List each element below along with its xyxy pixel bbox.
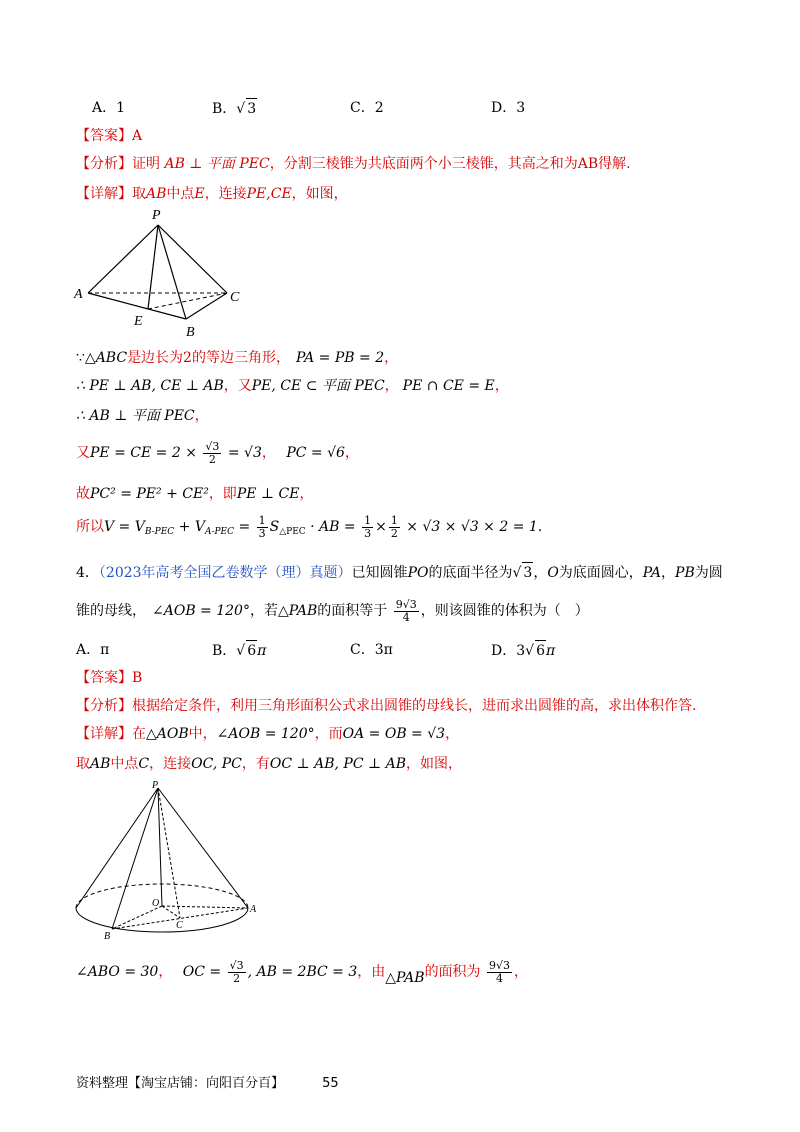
cone-figure: [68, 778, 268, 943]
q4-analysis: 【分析】根据给定条件，利用三角形面积公式求出圆锥的母线长，进而求出圆锥的高，求出体积作答.: [76, 698, 697, 714]
q3-line-2: ∴ PE ⊥ AB, CE ⊥ AB，又PE, CE ⊂ 平面 PEC， PE ∩ CE = E，: [76, 378, 509, 394]
q3-answer: 【答案】A: [76, 128, 143, 144]
cone-label-o: O: [152, 898, 160, 909]
q3-line-1: ∵△ABC是边长为2的等边三角形， PA = PB = 2，: [76, 350, 399, 366]
q4-detail: 【详解】在△AOB中，∠AOB = 120°，而OA = OB = √3，: [76, 726, 460, 742]
cone-label-c: C: [176, 920, 183, 931]
q3-option-d: D．3: [491, 100, 526, 116]
q4-line-2: 取AB中点C，连接OC, PC，有OC ⊥ AB, PC ⊥ AB，如图，: [76, 756, 463, 772]
pyramid-figure: [70, 205, 260, 340]
q4-answer: 【答案】B: [76, 670, 143, 686]
q4-option-b: B．√ 6π: [212, 640, 266, 661]
q4-line-3: ∠ABO = 30， OC = $\frac{√3}{2}$ , AB = 2BC = 3，由△PAB的面积为 $\frac{9√3}{4}$ ，: [76, 958, 529, 986]
q4-option-a: A．π: [76, 642, 110, 658]
q3-line-3: ∴ AB ⊥ 平面 PEC，: [76, 408, 209, 424]
q4-option-c: C．3π: [350, 642, 393, 658]
fig-label-c: C: [230, 290, 240, 305]
q3-line-5: 故PC² = PE² + CE²，即PE ⊥ CE，: [76, 486, 314, 502]
q3-option-c: C．2: [350, 100, 384, 116]
q4-option-d: D．3√ 6π: [491, 640, 555, 661]
footer: [76, 1072, 339, 1091]
q4-stem-1: 4．（2023年高考全国乙卷数学（理）真题）已知圆锥PO的底面半径为√ 3，O为底面圆心，PA，PB为圆: [76, 562, 723, 583]
cone-label-b: B: [104, 931, 111, 942]
q3-option-a: A．1: [92, 100, 126, 116]
cone-label-p: P: [152, 780, 159, 791]
q3-line-6: 所以$V = V_{B-PEC} + V_{A-PEC}$ = $\frac{1}{3}$ $S_{\triangle PEC}$ · AB = $\frac{1}{3}$ × $\frac{1}{2}$ × √3 × √3 × 2 = 1.: [76, 513, 543, 540]
q4-stem-2: 锥的母线， ∠AOB = 120°，若△PAB的面积等于 $\frac{9√3}{4}$ ，则该圆锥的体积为（ ）: [76, 597, 589, 624]
q3-analysis: 【分析】证明 AB ⊥ 平面 PEC，分割三棱锥为共底面两个小三棱锥，其高之和为AB得解.: [76, 156, 631, 172]
q3-option-b: B．√ 3: [212, 98, 257, 119]
fig-label-p: P: [152, 208, 161, 223]
footer-text: 资料整理【淘宝店铺：向阳百分百】: [76, 1076, 285, 1091]
page-number: 55: [322, 1076, 339, 1091]
cone-label-a: A: [250, 904, 257, 915]
q3-line-4: 又PE = CE = 2 × $\frac{√3}{2}$ = √3， PC = √6，: [76, 439, 359, 466]
q3-detail: 【详解】取AB中点E，连接PE,CE，如图，: [76, 186, 348, 202]
fig-label-a: A: [74, 287, 83, 302]
fig-label-e: E: [134, 314, 143, 329]
fig-label-b: B: [186, 325, 195, 340]
